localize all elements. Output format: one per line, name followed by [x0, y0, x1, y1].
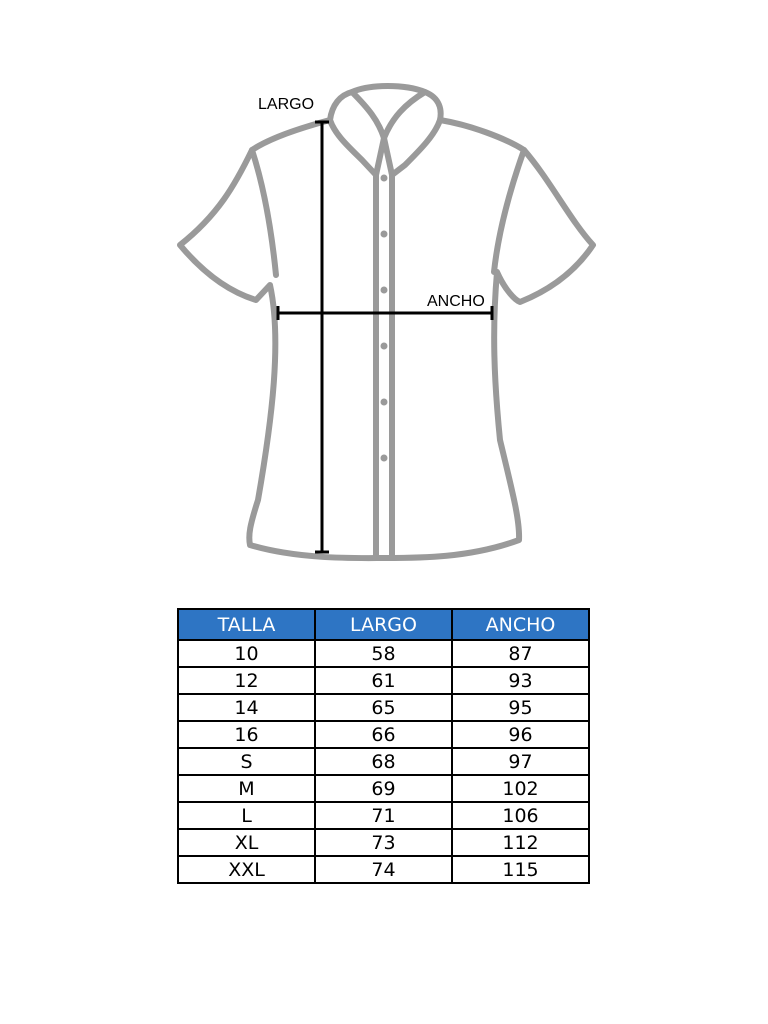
shirt-body [180, 120, 593, 558]
button-dot [381, 455, 388, 462]
button-dot [381, 231, 388, 238]
largo-label: LARGO [258, 96, 315, 113]
table-row [178, 667, 589, 694]
cell-ancho: 97 [452, 748, 589, 775]
button-dot [381, 399, 388, 406]
table-row [178, 721, 589, 748]
cell-ancho: 102 [452, 775, 589, 802]
cell-talla: XXL [178, 856, 315, 883]
cell-talla: M [178, 775, 315, 802]
cell-largo: 65 [315, 694, 452, 721]
table-row [178, 640, 589, 667]
right-sleeve-seam [494, 150, 524, 272]
shirt-outline [180, 86, 593, 558]
header-ancho: ANCHO [452, 609, 589, 640]
table-row [178, 748, 589, 775]
cell-talla: 16 [178, 721, 315, 748]
cell-ancho: 115 [452, 856, 589, 883]
cell-talla: 12 [178, 667, 315, 694]
header-largo: LARGO [315, 609, 452, 640]
cell-largo: 71 [315, 802, 452, 829]
table-row [178, 775, 589, 802]
ancho-label: ANCHO [427, 293, 485, 310]
collar-inner [352, 92, 425, 138]
table-row [178, 694, 589, 721]
table-row [178, 802, 589, 829]
header-talla: TALLA [178, 609, 315, 640]
buttons [381, 175, 388, 462]
cell-ancho: 87 [452, 640, 589, 667]
button-dot [381, 343, 388, 350]
table-row [178, 829, 589, 856]
cell-ancho: 93 [452, 667, 589, 694]
cell-ancho: 96 [452, 721, 589, 748]
cell-ancho: 112 [452, 829, 589, 856]
button-dot [381, 287, 388, 294]
size-table [177, 608, 590, 884]
cell-talla: 14 [178, 694, 315, 721]
cell-largo: 68 [315, 748, 452, 775]
left-sleeve-seam [252, 150, 276, 275]
measure-lines [278, 122, 492, 552]
cell-talla: L [178, 802, 315, 829]
cell-largo: 66 [315, 721, 452, 748]
cell-largo: 69 [315, 775, 452, 802]
cell-talla: S [178, 748, 315, 775]
cell-ancho: 106 [452, 802, 589, 829]
cell-largo: 73 [315, 829, 452, 856]
cell-ancho: 95 [452, 694, 589, 721]
cell-talla: 10 [178, 640, 315, 667]
table-header-row [178, 609, 589, 640]
table-row [178, 856, 589, 883]
cell-talla: XL [178, 829, 315, 856]
cell-largo: 74 [315, 856, 452, 883]
cell-largo: 61 [315, 667, 452, 694]
button-dot [381, 175, 388, 182]
cell-largo: 58 [315, 640, 452, 667]
